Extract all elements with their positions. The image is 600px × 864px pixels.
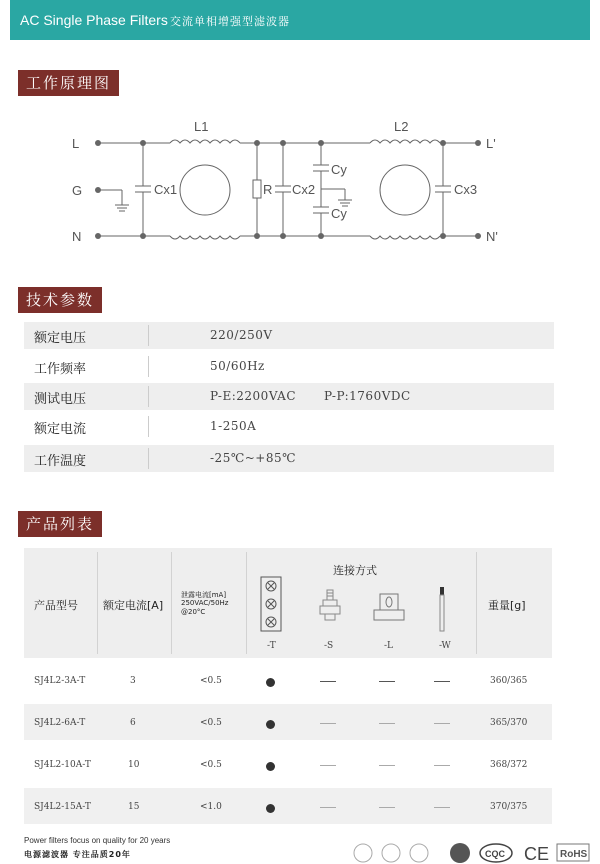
- cell-weight: 368/372: [490, 760, 528, 770]
- rohs-cert-text: RoHS: [560, 849, 588, 860]
- cell-model: SJ4L2-3A-T: [34, 676, 86, 686]
- circuit-label-Cx2: Cx2: [292, 182, 316, 197]
- cell-leak: <0.5: [200, 676, 222, 686]
- wire-lead-icon: [437, 586, 447, 634]
- screw-stud-icon: [318, 588, 342, 628]
- circuit-diagram: [0, 110, 600, 255]
- header-model: 产品型号: [34, 599, 78, 612]
- section-title-principle: 工作原理图: [18, 70, 119, 96]
- spec-label: 额定电流: [34, 422, 87, 437]
- spec-value: 220/250V: [210, 328, 273, 342]
- iso-cert-icon: [410, 844, 428, 862]
- header-divider: [476, 552, 477, 654]
- circuit-label-Cy-bottom: Cy: [331, 206, 347, 221]
- circuit-label-Cx3: Cx3: [454, 182, 478, 197]
- cell-connect-L-dash: [379, 765, 395, 766]
- cell-connect-W-dash: [434, 765, 450, 766]
- cell-weight: 370/375: [490, 802, 528, 812]
- spec-divider: [148, 386, 149, 407]
- circuit-label-L1: L1: [194, 119, 209, 134]
- circuit-label-Cx1: Cx1: [154, 182, 178, 197]
- solder-lug-icon: [372, 592, 406, 626]
- header-connect-W: -W: [439, 641, 451, 651]
- cell-connect-W-dash: [434, 807, 450, 808]
- header-current: 额定电流[A]: [103, 599, 164, 612]
- spec-row: [24, 383, 554, 410]
- circuit-label-Cy-top: Cy: [331, 162, 347, 177]
- header-divider: [171, 552, 172, 654]
- footer-tagline-en: Power filters focus on quality for 20 years: [24, 836, 171, 845]
- circuit-label-N-out: N': [486, 229, 498, 244]
- cell-leak: <0.5: [200, 718, 222, 728]
- cell-connect-W-dash: [434, 681, 450, 682]
- spec-row: [24, 322, 554, 349]
- header-connect-S: -S: [324, 641, 334, 651]
- cell-model: SJ4L2-10A-T: [34, 760, 91, 770]
- footer-tagline-cn: 电源滤波器 专注品质20年: [24, 850, 131, 859]
- header-title-en: AC Single Phase Filters: [20, 12, 168, 28]
- spec-value-secondary: P-P:1760VDC: [324, 389, 411, 403]
- iso-cert-icon: [354, 844, 372, 862]
- circuit-label-L-out: L': [486, 136, 496, 151]
- spec-value: -25℃~+85℃: [210, 451, 297, 465]
- footer: [24, 836, 170, 860]
- cell-connect-S-dash: [320, 681, 336, 682]
- spec-label: 测试电压: [34, 392, 87, 407]
- circuit-label-L: L: [72, 136, 80, 151]
- page-header: [10, 0, 590, 40]
- header-weight: 重量[g]: [488, 599, 526, 612]
- cell-connect-T-dot: [266, 804, 275, 813]
- cell-connect-T-dot: [266, 720, 275, 729]
- spec-value: 50/60Hz: [210, 359, 265, 373]
- table-row: [24, 704, 552, 740]
- header-leak-line1: 泄露电流[mA]: [181, 591, 227, 599]
- cell-leak: <1.0: [200, 802, 222, 812]
- spec-divider: [148, 325, 149, 346]
- spec-divider: [148, 448, 149, 469]
- terminal-block-icon: [260, 576, 282, 632]
- spec-label: 工作温度: [34, 454, 87, 469]
- cell-weight: 365/370: [490, 718, 528, 728]
- spec-divider: [148, 356, 149, 377]
- spec-row: [24, 353, 554, 380]
- table-row: [24, 664, 552, 700]
- cell-connect-L-dash: [379, 681, 395, 682]
- cell-connect-S-dash: [320, 723, 336, 724]
- cell-connect-S-dash: [320, 765, 336, 766]
- cell-current: 15: [128, 802, 140, 812]
- cqc-cert-text: CQC: [485, 849, 505, 859]
- tuv-cert-icon: [450, 843, 470, 863]
- circuit-label-G: G: [72, 183, 83, 198]
- ce-mark: CE: [524, 844, 550, 864]
- cell-connect-S-dash: [320, 807, 336, 808]
- header-divider: [97, 552, 98, 654]
- cell-leak: <0.5: [200, 760, 222, 770]
- circuit-label-N: N: [72, 229, 82, 244]
- spec-value: 1-250A: [210, 419, 257, 433]
- cell-connect-T-dot: [266, 678, 275, 687]
- cell-model: SJ4L2-6A-T: [34, 718, 86, 728]
- cell-current: 6: [130, 718, 136, 728]
- section-title-products: 产品列表: [18, 511, 102, 537]
- section-title-params: 技术参数: [18, 287, 102, 313]
- header-connect-L: -L: [384, 641, 394, 651]
- table-row: [24, 748, 552, 784]
- header-connection: 连接方式: [333, 564, 377, 577]
- cell-connect-T-dot: [266, 762, 275, 771]
- spec-row: [24, 445, 554, 472]
- header-divider: [246, 552, 247, 654]
- header-leak-line3: @20°C: [181, 608, 206, 616]
- spec-label: 额定电压: [34, 331, 87, 346]
- circuit-label-R: R: [263, 182, 273, 197]
- spec-label: 工作频率: [34, 362, 87, 377]
- spec-divider: [148, 416, 149, 437]
- cell-current: 10: [128, 760, 140, 770]
- certification-logos: [352, 842, 592, 864]
- circuit-label-L2: L2: [394, 119, 409, 134]
- cell-current: 3: [130, 676, 136, 686]
- cell-connect-W-dash: [434, 723, 450, 724]
- header-leak-line2: 250VAC/50Hz: [181, 599, 229, 607]
- product-table: [24, 548, 552, 828]
- table-row: [24, 788, 552, 824]
- cell-connect-L-dash: [379, 807, 395, 808]
- iso-cert-icon: [382, 844, 400, 862]
- header-title-cn: 交流单相增强型滤波器: [170, 15, 290, 28]
- cell-model: SJ4L2-15A-T: [34, 802, 91, 812]
- spec-row: [24, 413, 554, 440]
- cell-connect-L-dash: [379, 723, 395, 724]
- header-connect-T: -T: [267, 641, 276, 651]
- spec-value: P-E:2200VAC: [210, 389, 297, 403]
- cell-weight: 360/365: [490, 676, 528, 686]
